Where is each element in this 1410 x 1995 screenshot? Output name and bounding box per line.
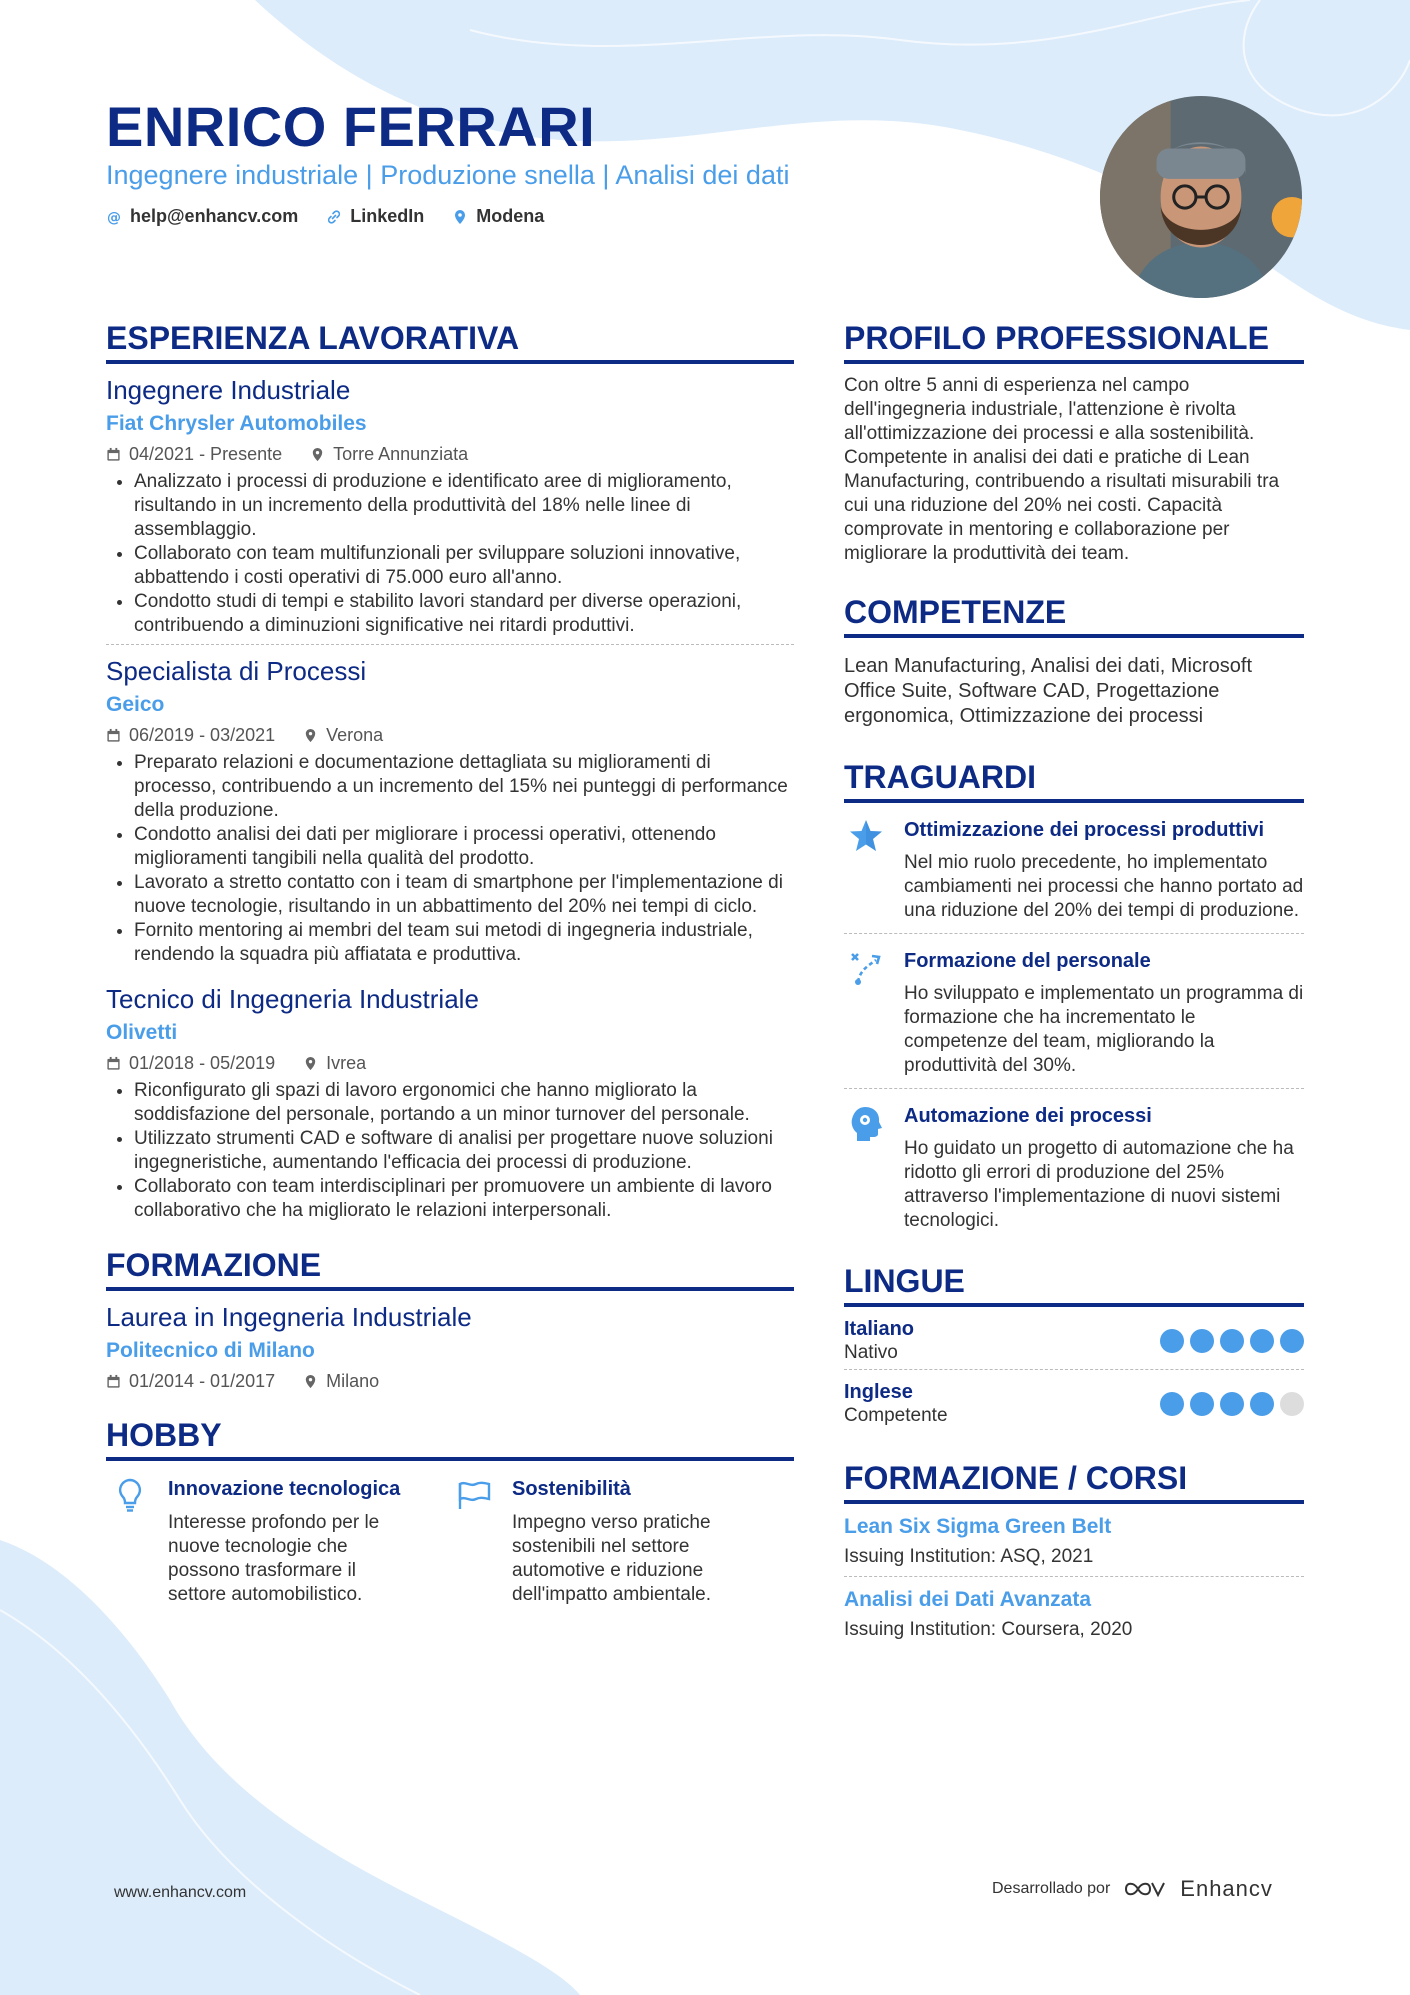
achievement-title: Automazione dei processi	[904, 1105, 1152, 1127]
headline: Ingegnere industriale | Produzione snella | Analisi dei dati	[106, 160, 790, 190]
hobby-description: Impegno verso pratiche sostenibili nel settore automotive e riduzione dell'impatto ambientale.	[512, 1512, 712, 1605]
hobby-description: Interesse profondo per le nuove tecnologie che possono trasformare il settore automobilistico.	[168, 1512, 380, 1605]
job-meta	[106, 1051, 794, 1075]
courses-heading: FORMAZIONE / CORSI	[844, 1458, 1304, 1504]
job-title: Specialista di Processi	[106, 656, 367, 686]
job-title: Tecnico di Ingegneria Industriale	[106, 984, 479, 1014]
education-location: Milano	[326, 1371, 380, 1391]
job-location: Ivrea	[326, 1053, 367, 1073]
achievement-item	[844, 933, 1304, 1088]
hobby-item	[450, 1475, 794, 1607]
enhancv-logo-icon	[1122, 1877, 1168, 1901]
language-item	[844, 1369, 1304, 1432]
rating-dot-filled	[1220, 1329, 1244, 1353]
map-pin-icon	[303, 1374, 318, 1389]
job-entry	[106, 644, 794, 973]
experience-section	[106, 318, 794, 1229]
rating-dot-filled	[1190, 1392, 1214, 1416]
email-text: help@enhancv.com	[130, 206, 299, 226]
rating-dot-filled	[1190, 1329, 1214, 1353]
job-dates: 04/2021 - Presente	[129, 444, 283, 464]
hobby-list	[106, 1475, 794, 1607]
achievements-section	[844, 757, 1304, 1243]
flag-icon	[454, 1475, 494, 1515]
company-name: Olivetti	[106, 1021, 178, 1044]
education-meta	[106, 1369, 794, 1393]
map-pin-icon	[303, 1056, 318, 1071]
language-item	[844, 1307, 1304, 1369]
calendar-icon	[106, 728, 121, 743]
company-name: Geico	[106, 693, 165, 716]
hobby-title: Innovazione tecnologica	[168, 1478, 401, 1500]
course-title: Lean Six Sigma Green Belt	[844, 1515, 1112, 1538]
hobby-item	[106, 1475, 450, 1607]
bullet-item: • Preparato relazioni e documentazione dettagliata su miglioramenti di processo, contribuendo a un incremento del 15% nei punteggi di performance della produzione.	[134, 751, 794, 823]
rating-dot-filled	[1160, 1392, 1184, 1416]
star-icon	[846, 817, 886, 857]
lightbulb-icon	[110, 1475, 150, 1515]
language-rating	[1160, 1329, 1304, 1353]
profile-photo	[1100, 96, 1302, 298]
rating-dot-filled	[1220, 1392, 1244, 1416]
at-icon	[106, 209, 122, 225]
achievement-description: Nel mio ruolo precedente, ho implementato cambiamenti nei processi che hanno portato ad una riduzione del 20% dei tempi di produzione.	[904, 852, 1304, 921]
achievement-description: Ho guidato un progetto di automazione che ha ridotto gli errori di produzione del 25% attraverso l'implementazione di nuovi sistemi tecnologici.	[904, 1138, 1294, 1231]
strategy-icon	[846, 948, 886, 988]
bullet-item: • Utilizzato strumenti CAD e software di analisi per progettare nuove soluzioni ingegneristiche, aumentando l'efficacia dei processi di produzione.	[134, 1127, 794, 1175]
achievement-title: Formazione del personale	[904, 950, 1151, 972]
bullet-item: • Condotto studi di tempi e stabilito lavori standard per diverse operazioni, contribuendo a diminuzioni significative nei ritardi produttivi.	[134, 590, 794, 638]
language-name: Inglese	[844, 1381, 913, 1403]
achievement-title: Ottimizzazione dei processi produttivi	[904, 819, 1265, 841]
achievement-item	[844, 803, 1304, 933]
calendar-icon	[106, 1374, 121, 1389]
job-bullets	[106, 470, 794, 638]
calendar-icon	[106, 1056, 121, 1071]
left-column	[106, 318, 794, 1607]
education-heading: FORMAZIONE	[106, 1245, 794, 1291]
contact-location	[452, 206, 544, 227]
map-pin-icon	[303, 728, 318, 743]
bullet-item: • Riconfigurato gli spazi di lavoro ergonomici che hanno migliorato la soddisfazione del personale, portando a un minor turnover del personale.	[134, 1079, 794, 1127]
job-location: Torre Annunziata	[333, 444, 469, 464]
languages-section	[844, 1261, 1304, 1432]
profile-heading: PROFILO PROFESSIONALE	[844, 318, 1304, 364]
contact-bar	[106, 206, 544, 227]
language-level: Competente	[844, 1405, 948, 1426]
powered-by-text: Desarrollado por	[992, 1880, 1111, 1897]
language-rating	[1160, 1392, 1304, 1416]
job-dates: 06/2019 - 03/2021	[129, 725, 276, 745]
bullet-item: • Lavorato a stretto contatto con i team di smartphone per l'implementazione di nuove tecnologie, risultando in un abbattimento del 20% nei tempi di ciclo.	[134, 871, 794, 919]
avatar-image	[1100, 96, 1302, 298]
candidate-name: ENRICO FERRARI	[106, 95, 596, 158]
job-bullets	[106, 751, 794, 967]
footer-branding	[992, 1876, 1273, 1902]
contact-email[interactable]	[106, 206, 298, 227]
profile-summary: Con oltre 5 anni di esperienza nel campo dell'ingegneria industriale, l'attenzione è rivolta all'ottimizzazione dei processi e alla sostenibilità. Competente in analisi dei dati e pratiche di Lean Manufacturing, contribuendo a risultati misurabili tra cui una riduzione del 20% nei costi. Capacità comprovate in mentoring e collaborazione per migliorare la produttività dei team.	[844, 375, 1280, 564]
calendar-icon	[106, 447, 121, 462]
job-entry	[106, 973, 794, 1229]
location-text: Modena	[476, 206, 545, 226]
company-name: Fiat Chrysler Automobiles	[106, 412, 367, 435]
education-entry	[106, 1291, 794, 1393]
education-section	[106, 1245, 794, 1393]
job-title: Ingegnere Industriale	[106, 375, 351, 405]
hobby-title: Sostenibilità	[512, 1478, 631, 1500]
skills-list: Lean Manufacturing, Analisi dei dati, Microsoft Office Suite, Software CAD, Progettazione ergonomica, Ottimizzazione dei processi	[844, 655, 1252, 727]
bullet-item: • Collaborato con team interdisciplinari per promuovere un ambiente di lavoro collaborativo che ha migliorato le relazioni interpersonali.	[134, 1175, 794, 1223]
job-dates: 01/2018 - 05/2019	[129, 1053, 276, 1073]
job-bullets	[106, 1079, 794, 1223]
experience-heading: ESPERIENZA LAVORATIVA	[106, 318, 794, 364]
school-name: Politecnico di Milano	[106, 1339, 315, 1362]
contact-linkedin[interactable]	[326, 206, 424, 227]
rating-dot-filled	[1250, 1392, 1274, 1416]
job-entry	[106, 364, 794, 644]
bullet-item: • Analizzato i processi di produzione e identificato aree di miglioramento, risultando in un incremento della produttività del 18% nelle linee di assemblaggio.	[134, 470, 794, 542]
languages-heading: LINGUE	[844, 1261, 1304, 1307]
bullet-item: • Condotto analisi dei dati per migliorare i processi operativi, ottenendo miglioramenti tangibili nella qualità del prodotto.	[134, 823, 794, 871]
job-meta	[106, 723, 794, 747]
achievements-heading: TRAGUARDI	[844, 757, 1304, 803]
rating-dot-filled	[1280, 1329, 1304, 1353]
language-name: Italiano	[844, 1318, 915, 1340]
courses-section	[844, 1458, 1304, 1649]
hobby-heading: HOBBY	[106, 1415, 794, 1461]
education-dates: 01/2014 - 01/2017	[129, 1371, 276, 1391]
course-institution: Issuing Institution: ASQ, 2021	[844, 1546, 1094, 1567]
achievement-item	[844, 1088, 1304, 1243]
svg-text:@: @	[107, 209, 121, 225]
hobby-section	[106, 1415, 794, 1607]
language-level: Nativo	[844, 1342, 898, 1363]
course-title: Analisi dei Dati Avanzata	[844, 1588, 1092, 1611]
footer-website[interactable]: www.enhancv.com	[114, 1884, 247, 1901]
skills-section	[844, 592, 1304, 729]
rating-dot-filled	[1160, 1329, 1184, 1353]
rating-dot-empty	[1280, 1392, 1304, 1416]
achievement-description: Ho sviluppato e implementato un programma di formazione che ha incrementato le competenze del team, migliorando la produttività del 30%.	[904, 983, 1304, 1076]
profile-section	[844, 318, 1304, 566]
job-meta	[106, 442, 794, 466]
map-pin-icon	[452, 209, 468, 225]
link-icon	[326, 209, 342, 225]
right-column	[844, 318, 1304, 1649]
course-item	[844, 1576, 1304, 1649]
course-institution: Issuing Institution: Coursera, 2020	[844, 1619, 1133, 1640]
bullet-item: • Collaborato con team multifunzionali per sviluppare soluzioni innovative, abbattendo i costi operativi di 75.000 euro all'anno.	[134, 542, 794, 590]
brand-name: Enhancv	[1180, 1876, 1273, 1901]
map-pin-icon	[310, 447, 325, 462]
bullet-item: • Fornito mentoring ai membri del team sui metodi di ingegneria industriale, rendendo la squadra più affiatata e produttiva.	[134, 919, 794, 967]
head-icon	[846, 1103, 886, 1143]
skills-heading: COMPETENZE	[844, 592, 1304, 638]
rating-dot-filled	[1250, 1329, 1274, 1353]
linkedin-text: LinkedIn	[350, 206, 425, 226]
degree-title: Laurea in Ingegneria Industriale	[106, 1302, 472, 1332]
course-item	[844, 1504, 1304, 1576]
job-location: Verona	[326, 725, 384, 745]
